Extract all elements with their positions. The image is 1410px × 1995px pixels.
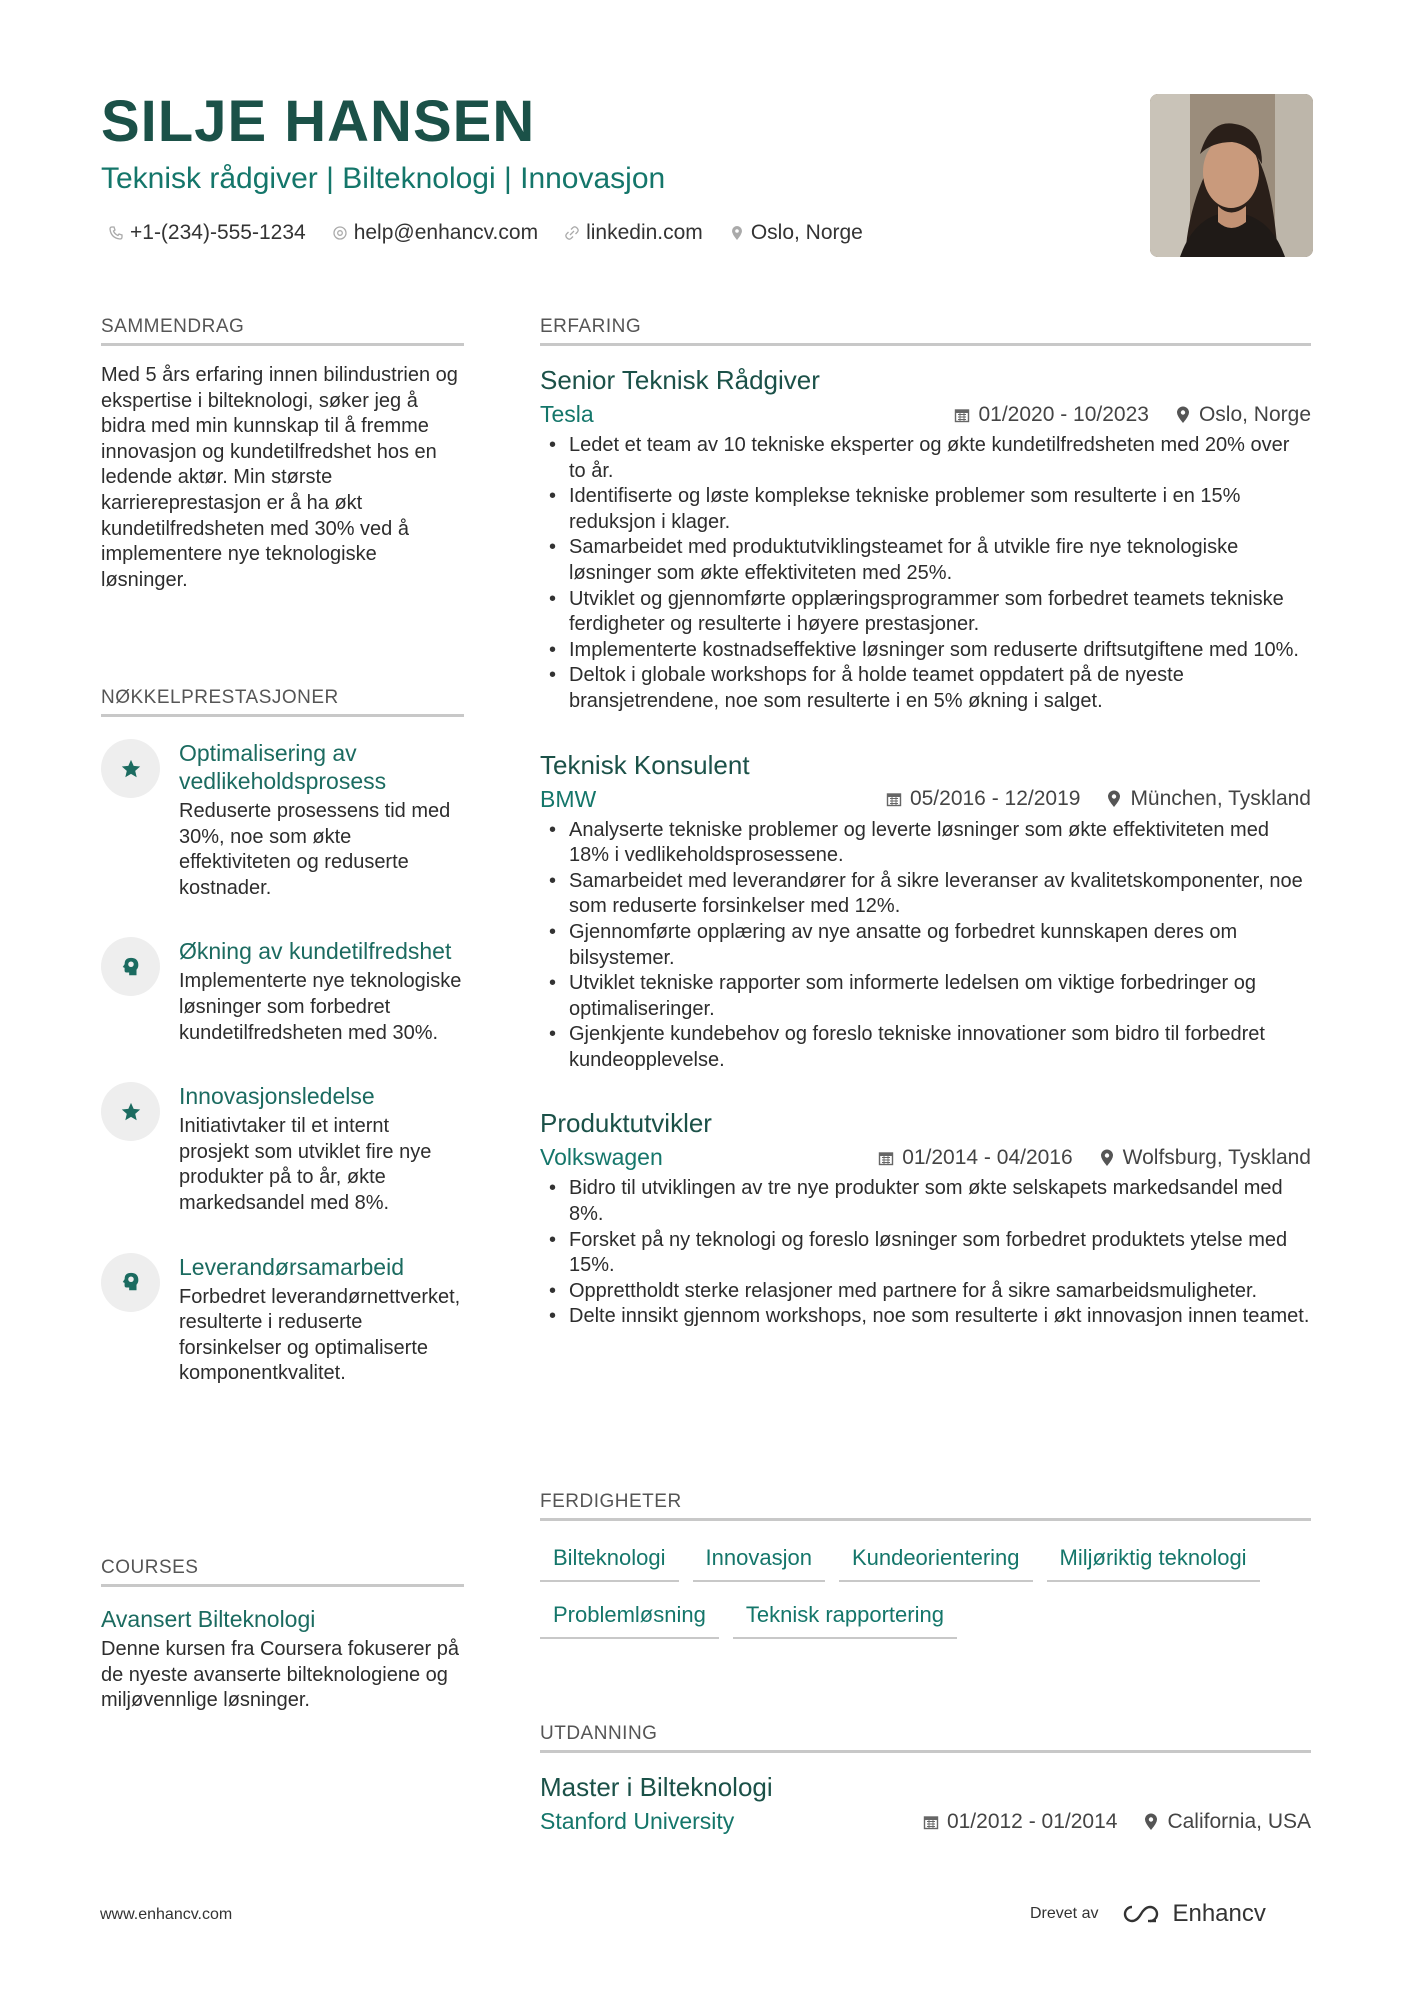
enhancv-logo-icon (1118, 1902, 1164, 1926)
contact-phone-text: +1-(234)-555-1234 (130, 221, 306, 244)
contact-linkedin (564, 221, 703, 245)
achievement-title: Leverandørsamarbeid (179, 1253, 405, 1280)
bullet-item: • Forsket på ny teknologi og foreslo løsninger som forbedret produktets ytelse med 15%. (540, 1228, 1311, 1279)
job-entry (540, 365, 1311, 715)
skill-tag: Miljøriktig teknologi (1047, 1539, 1260, 1582)
footer-branding (1030, 1900, 1266, 1928)
achievement-title: Innovasjonsledelse (179, 1083, 375, 1110)
achievement-item (101, 739, 464, 901)
achievements-section (101, 687, 464, 1387)
bullet-item: • Implementerte kostnadseffektive løsninger som reduserte driftsutgiftene med 10%. (540, 638, 1311, 664)
education-section (540, 1723, 1311, 1835)
company-name: BMW (540, 785, 597, 812)
bullet-item: • Gjennomførte opplæring av nye ansatte og forbedret kunnskapen deres om bilsystemer. (540, 920, 1311, 971)
portrait-illustration (1150, 94, 1313, 257)
skill-tag: Problemløsning (540, 1596, 719, 1639)
achievement-title: Optimalisering av vedlikeholdsprosess (179, 740, 387, 794)
bullet-item: • Gjenkjente kundebehov og foreslo tekniske innovationer som bidro til forbedret kundeopplevelse. (540, 1022, 1311, 1073)
head-icon (101, 937, 160, 996)
contact-phone (108, 221, 306, 245)
achievement-title: Økning av kundetilfredshet (179, 938, 452, 965)
experience-heading: ERFARING (540, 316, 1311, 346)
phone-icon (108, 225, 124, 241)
summary-text: Med 5 års erfaring innen bilindustrien og ekspertise i bilteknologi, søker jeg å bidra med min kunnskap til å fremme innovasjon og kundetilfredshet hos en ledende aktør. Min største karriereprestasjon er å ha økt kundetilfredsheten med 30% ved å implementere nye teknologiske løsninger. (101, 364, 458, 591)
location-pin-icon (1143, 1813, 1159, 1831)
skills-heading: FERDIGHETER (540, 1491, 1311, 1521)
courses-section (101, 1557, 464, 1714)
job-dates: 01/2014 - 04/2016 (902, 1145, 1073, 1169)
achievement-desc: Forbedret leverandørnettverket, resulterte i reduserte forsinkelser og optimaliserte komponentkvalitet. (179, 1285, 461, 1385)
achievement-item (101, 937, 464, 1046)
job-bullets (540, 433, 1311, 715)
powered-by-label: Drevet av (1030, 1905, 1099, 1922)
education-dates: 01/2012 - 01/2014 (946, 1809, 1118, 1833)
company-name: Tesla (540, 401, 594, 427)
skill-tag: Innovasjon (693, 1539, 825, 1582)
course-desc: Denne kursen fra Coursera fokuserer på de nyeste avanserte bilteknologiene og miljøvennlige løsninger. (101, 1638, 459, 1712)
headline: Teknisk rådgiver | Bilteknologi | Innovasjon (101, 162, 666, 195)
summary-section (101, 316, 464, 593)
contact-location-text: Oslo, Norge (750, 221, 863, 244)
education-entry (540, 1772, 1311, 1835)
achievement-desc: Reduserte prosessens tid med 30%, noe som økte effektiviteten og reduserte kostnader. (179, 800, 451, 899)
skill-tag: Kundeorientering (839, 1539, 1033, 1582)
candidate-name: SILJE HANSEN (101, 89, 536, 154)
bullet-item: • Utviklet tekniske rapporter som informerte ledelsen om viktige forbedringer og optimaliseringer. (540, 971, 1311, 1022)
experience-section (540, 316, 1311, 1330)
job-bullets (540, 1176, 1311, 1330)
achievements-heading: NØKKELPRESTASJONER (101, 687, 464, 717)
achievement-item (101, 1082, 464, 1216)
calendar-icon (954, 407, 970, 423)
summary-heading: SAMMENDRAG (101, 316, 464, 346)
education-location: California, USA (1167, 1809, 1311, 1833)
bullet-item: • Samarbeidet med leverandører for å sikre leveranser av kvalitetskomponenter, noe som reduserte forsinkelser med 12%. (540, 869, 1311, 920)
profile-photo (1150, 94, 1313, 257)
contact-email-text: help@enhancv.com (353, 221, 539, 244)
job-location: München, Tyskland (1130, 787, 1311, 811)
bullet-item: • Deltok i globale workshops for å holde teamet oppdatert på de nyeste bransjetrendene, noe som resulterte i en 5% økning i salget. (540, 663, 1311, 714)
bullet-item: • Opprettholdt sterke relasjoner med partnere for å sikre samarbeidsmuligheter. (540, 1279, 1311, 1305)
bullet-item: • Samarbeidet med produktutviklingsteamet for å utvikle fire nye teknologiske løsninger som økte effektiviteten med 25%. (540, 535, 1311, 586)
enhancv-logo[interactable] (1118, 1900, 1265, 1928)
job-title: Produktutvikler (540, 1108, 712, 1139)
skills-list (540, 1539, 1311, 1639)
education-heading: UTDANNING (540, 1723, 1311, 1753)
bullet-item: • Bidro til utviklingen av tre nye produkter som økte selskapets markedsandel med 8%. (540, 1176, 1311, 1227)
contact-email (332, 221, 538, 245)
job-dates: 05/2016 - 12/2019 (909, 787, 1081, 811)
achievement-desc: Implementerte nye teknologiske løsninger som forbedret kundetilfredsheten med 30%. (179, 970, 462, 1044)
bullet-item: • Ledet et team av 10 tekniske eksperter og økte kundetilfredsheten med 20% over to år. (540, 433, 1311, 484)
calendar-icon (886, 791, 902, 807)
job-entry (540, 1108, 1311, 1330)
email-icon (332, 225, 348, 241)
achievement-item (101, 1253, 464, 1387)
star-icon (101, 1082, 160, 1141)
degree-title: Master i Bilteknologi (540, 1772, 773, 1802)
contact-linkedin-text: linkedin.com (586, 221, 703, 244)
job-dates: 01/2020 - 10/2023 (978, 402, 1149, 426)
job-location: Wolfsburg, Tyskland (1122, 1145, 1311, 1169)
footer-website[interactable]: www.enhancv.com (100, 1906, 233, 1923)
calendar-icon (923, 1814, 939, 1830)
link-icon (564, 225, 580, 241)
job-title: Senior Teknisk Rådgiver (540, 365, 820, 395)
calendar-icon (878, 1150, 894, 1166)
job-title: Teknisk Konsulent (540, 749, 750, 780)
job-entry (540, 750, 1311, 1074)
bullet-item: • Utviklet og gjennomførte opplæringsprogrammer som forbedret teamets tekniske ferdigheter og resulterte i høyere prestasjoner. (540, 587, 1311, 638)
brand-name: Enhancv (1172, 1900, 1266, 1927)
course-title: Avansert Bilteknologi (101, 1606, 316, 1632)
skills-section (540, 1491, 1311, 1639)
bullet-item: • Delte innsikt gjennom workshops, noe som resulterte i økt innovasjon innen teamet. (540, 1304, 1311, 1330)
achievement-desc: Initiativtaker til et internt prosjekt som utviklet fire nye produkter på to år, økte markedsandel med 8%. (179, 1115, 432, 1214)
location-pin-icon (729, 225, 745, 241)
head-icon (101, 1253, 160, 1312)
school-name: Stanford University (540, 1808, 735, 1834)
contact-location (729, 221, 863, 245)
star-icon (101, 739, 160, 798)
bullet-item: • Identifiserte og løste komplekse tekniske problemer som resulterte i en 15% reduksjon i klager. (540, 484, 1311, 535)
courses-heading: COURSES (101, 1557, 464, 1587)
job-location: Oslo, Norge (1198, 402, 1311, 426)
location-pin-icon (1106, 790, 1122, 808)
bullet-item: • Analyserte tekniske problemer og leverte løsninger som økte effektiviteten med 18% i vedlikeholdsprosessene. (540, 818, 1311, 869)
location-pin-icon (1175, 406, 1191, 424)
job-bullets (540, 818, 1311, 1074)
skill-tag: Bilteknologi (540, 1539, 679, 1582)
contact-list (108, 221, 863, 245)
company-name: Volkswagen (540, 1144, 663, 1171)
location-pin-icon (1099, 1149, 1115, 1167)
skill-tag: Teknisk rapportering (733, 1596, 957, 1639)
